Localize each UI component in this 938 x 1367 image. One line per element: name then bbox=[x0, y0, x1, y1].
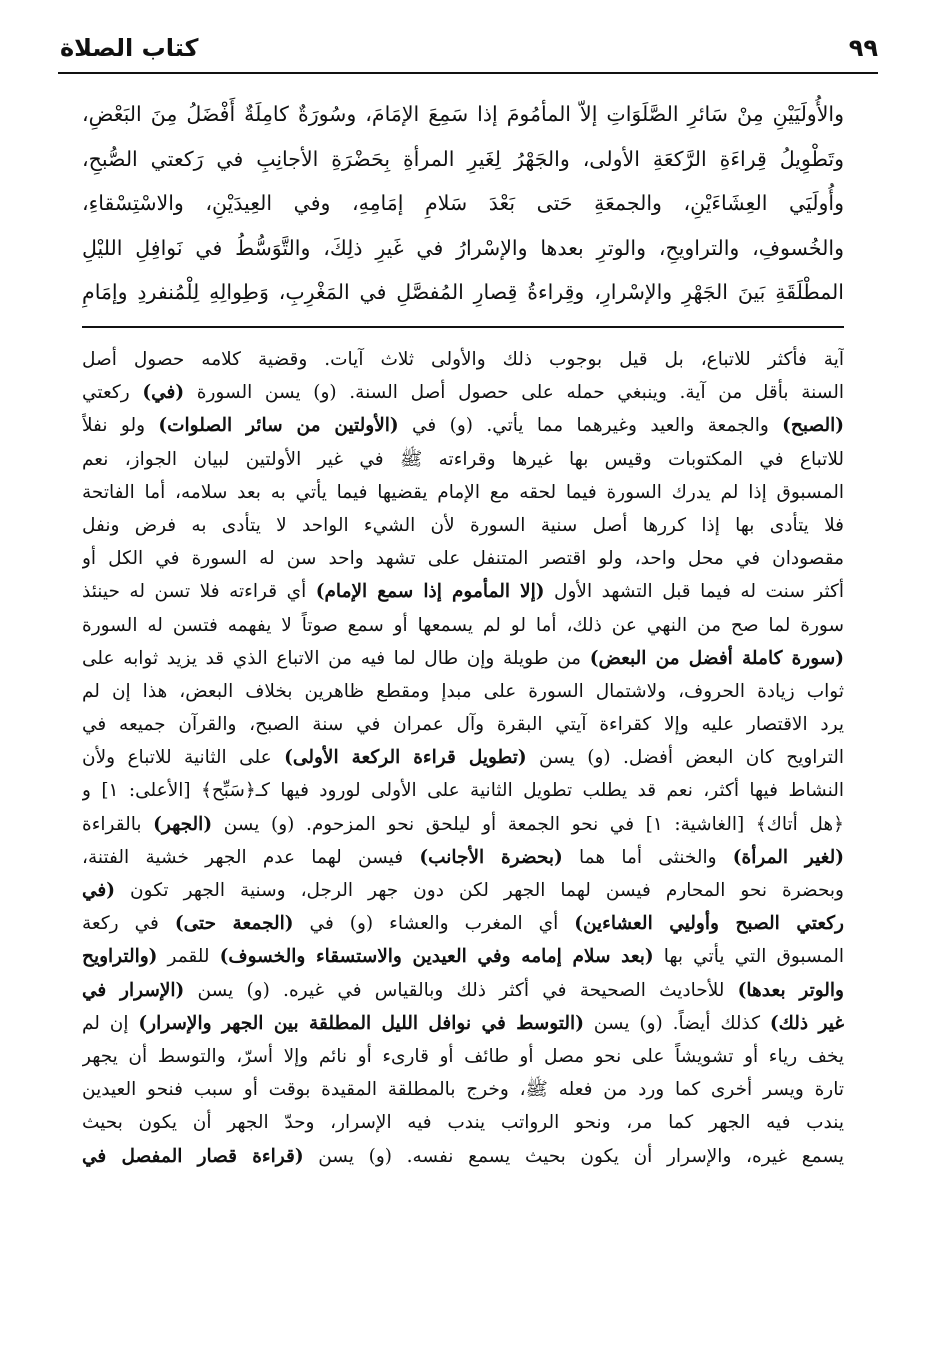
quoted-matn-bold: (التوسط في نوافل الليل المطلقة بين الجهر والإسرار) bbox=[138, 1012, 584, 1034]
commentary-text: مقصودان في محل واحد، ولو اقتصر المتنفل على تشهد واحد سن له السورة في الكل أو bbox=[82, 548, 844, 570]
commentary-text: أكثر سنت له فيما قبل التشهد الأول bbox=[544, 581, 844, 603]
quoted-matn-bold: (سورة كاملة أفضل من البعض) bbox=[589, 647, 844, 669]
commentary-text: وبحضرة نحو المحارم فيسن لهما الجهر لكن دون جهر الرجل، وسنية الجهر تكون bbox=[115, 880, 844, 901]
commentary-text: كذلك أيضاً. (و) يسن bbox=[583, 1012, 770, 1034]
commentary-text: المسبوق التي يأتي بها bbox=[653, 946, 844, 968]
commentary-line bbox=[82, 741, 844, 774]
commentary-text: إن لم bbox=[82, 1012, 139, 1034]
commentary-text: على الثانية للاتباع ولأن bbox=[82, 747, 285, 769]
matn-line: وتَطْوِيلُ قِراءَةِ الرَّكعَةِ الأولى، والجَهْرُ لِغَيرِ المرأةِ بِحَضْرَةِ الأجانِبِ في رَكعتي الصُّبحِ، bbox=[82, 146, 844, 171]
commentary-line bbox=[82, 343, 844, 376]
commentary-line bbox=[82, 409, 844, 442]
commentary-text-block bbox=[82, 343, 844, 1173]
quoted-matn-bold: (بعد سلام إمامه وفي العيدين والاستسقاء والخسوف) bbox=[219, 946, 654, 968]
page-number: ٩٩ bbox=[848, 34, 878, 62]
commentary-text: السنة بأقل من آية. وينبغي حمله على حصول أصل السنة. (و) يسن السورة bbox=[184, 382, 844, 404]
commentary-text: ركعتي bbox=[82, 382, 143, 404]
commentary-text: ولو نفلاً bbox=[82, 415, 159, 437]
commentary-text: أي المغرب والعشاء (و) في bbox=[293, 913, 575, 935]
quoted-matn-bold: (بحضرة الأجانب) bbox=[419, 846, 563, 868]
quoted-matn-bold: (قراءة قصار المفصل في bbox=[82, 1145, 304, 1167]
commentary-text: والخنثى أما هما bbox=[562, 846, 733, 868]
quoted-matn-bold: (في) bbox=[142, 382, 185, 404]
quoted-matn-bold: (الإسرار في bbox=[82, 979, 185, 1001]
quoted-matn-bold: (والتراويح bbox=[82, 946, 158, 968]
quoted-matn-bold: (الصبح) bbox=[782, 415, 844, 437]
commentary-line bbox=[82, 609, 844, 642]
commentary-line bbox=[82, 874, 844, 907]
matn-text-block bbox=[82, 92, 844, 315]
commentary-line bbox=[82, 808, 844, 841]
commentary-text: ثواب زيادة الحروف، ولاشتمال السورة على مبدإ ومقطع ظاهرين بخلاف البعض، هذا إن لم bbox=[82, 680, 844, 702]
commentary-line bbox=[82, 675, 844, 708]
commentary-line bbox=[82, 774, 844, 807]
commentary-line bbox=[82, 974, 844, 1007]
commentary-text: يخف رياء أو تشويشاً على نحو مصل أو طائف أو قارىء أو نائم وإلا أسرّ، والتوسط أن يجهر bbox=[82, 1045, 844, 1067]
commentary-line bbox=[82, 1106, 844, 1139]
commentary-line bbox=[82, 1007, 844, 1040]
page-header bbox=[60, 28, 878, 68]
commentary-line bbox=[82, 542, 844, 575]
commentary-text: يسمع غيره، والإسرار أن يكون بحيث يسمع نفسه. (و) يسن bbox=[303, 1145, 844, 1167]
commentary-line bbox=[82, 1140, 844, 1173]
commentary-text: فلا يتأدى بها إذا كررها أصل سنية السورة لأن الشيء الواحد لا يتأدى به فرض ونفل bbox=[82, 514, 844, 536]
quoted-matn-bold: (الجهر) bbox=[153, 813, 213, 835]
quoted-matn-bold: غير ذلك) bbox=[769, 1012, 844, 1034]
commentary-line bbox=[82, 575, 844, 608]
commentary-text: أي قراءته فلا تسن له حينئذ bbox=[82, 581, 316, 603]
commentary-text: يرد الاقتصار عليه وإلا كقراءة آيتي البقرة وآل عمران في سنة الصبح، والقرآن جميعه في bbox=[82, 714, 844, 736]
commentary-text: التراويح كان البعض أفضل. (و) يسن bbox=[526, 747, 844, 769]
commentary-line bbox=[82, 1040, 844, 1073]
commentary-line bbox=[82, 376, 844, 409]
commentary-text: في ركعة bbox=[82, 913, 175, 935]
matn-line: المطْلَقَةِ بَينَ الجَهْرِ والإسْرارِ، وقِراءةُ قِصارِ المُفصَّلِ في المَغْرِبِ، وَطِوالِهِ لِلْمُنفردِ وإمَامِ bbox=[82, 280, 844, 305]
commentary-text: يندب فيه الجهر كما مر، ونحو الرواتب يندب فيه الإسرار، وحدّ الجهر أن يكون بحيث bbox=[82, 1112, 844, 1134]
commentary-text: من طويلة وإن طال لما فيه من الاتباع الذي قد يزيد ثوابه على bbox=[82, 647, 590, 669]
commentary-text: للاتباع في المكتوبات وقيس بها غيرها وقراءته ﷺ في غير الأولتين لبيان الجواز، نعم bbox=[82, 448, 844, 470]
quoted-matn-bold: (إلا المأموم إذا سمع الإمام) bbox=[315, 581, 545, 603]
section-divider bbox=[82, 326, 844, 328]
commentary-line bbox=[82, 940, 844, 973]
commentary-text: سورة لما صح من النهي عن ذلك، أما لو لم يسمعها أو سمع صوتاً لا يفهمه فتسن له السورة bbox=[82, 614, 844, 636]
matn-line: والأُولَيَيْنِ مِنْ سَائرِ الصَّلَوَاتِ إلاّ المأمُومَ إذا سَمِعَ الإمَامَ، وسُورَةٌ كامِلَةٌ أَفْضَلُ مِنَ البَعْضِ، bbox=[82, 102, 844, 126]
commentary-text: والجمعة والعيد وغيرهما مما يأتي. (و) في bbox=[398, 415, 783, 437]
commentary-line bbox=[82, 642, 844, 675]
quoted-matn-bold: والوتر بعدها) bbox=[737, 979, 844, 1001]
quoted-matn-bold: (لغير المرأة) bbox=[732, 846, 844, 868]
matn-line: وأُولَيَي العِشَاءَيْنِ، والجمعَةِ حَتى بَعْدَ سَلامِ إمَامِهِ، وفي العِيدَيْنِ، والاسْتِسْقاءِ، bbox=[82, 191, 844, 216]
commentary-line bbox=[82, 509, 844, 542]
commentary-line bbox=[82, 907, 844, 940]
quoted-matn-bold: ركعتي الصبح وأوليي العشاءين) bbox=[574, 913, 844, 935]
commentary-line bbox=[82, 841, 844, 874]
commentary-text: المسبوق إذا لم يدرك السورة فيما لحقه مع الإمام يقضيها فيما يأتي به بعد سلامه، أما الفاتحة bbox=[82, 481, 844, 503]
commentary-text: للأحاديث الصحيحة في أكثر ذلك وبالقياس في غيره. (و) يسن bbox=[184, 979, 738, 1001]
commentary-text: النشاط فيها أكثر، نعم قد يطلب تطويل الثانية على الأولى لورود فيها كـ﴿سَبِّح﴾ [الأعلى: ١] و bbox=[82, 780, 844, 802]
commentary-text: آية فأكثر للاتباع، بل قيل بوجوب ذلك والأولى ثلاث آيات. وقضية كلامه حصول أصل bbox=[82, 349, 844, 370]
quoted-matn-bold: (الأولتين من سائر الصلوات) bbox=[158, 415, 399, 437]
quoted-matn-bold: (في bbox=[82, 880, 116, 901]
commentary-text: للقمر bbox=[157, 946, 220, 968]
commentary-text: تارة ويسر أخرى كما ورد من فعله ﷺ، وخرج بالمطلقة المقيدة بوقت أو سبب فنحو العيدين bbox=[82, 1079, 844, 1101]
quoted-matn-bold: (الجمعة حتى) bbox=[174, 913, 294, 935]
commentary-line bbox=[82, 443, 844, 476]
commentary-line bbox=[82, 708, 844, 741]
commentary-text: ﴿هل أتاك﴾ [الغاشية: ١] في نحو الجمعة أو ليلحق نحو المزحوم. (و) يسن bbox=[212, 813, 844, 835]
commentary-text: فيسن لهما عدم الجهر خشية الفتنة، bbox=[82, 846, 420, 868]
commentary-text: بالقراءة bbox=[82, 813, 154, 835]
commentary-line bbox=[82, 1073, 844, 1106]
running-title: كتاب الصلاة bbox=[60, 34, 199, 62]
quoted-matn-bold: (تطويل قراءة الركعة الأولى) bbox=[284, 747, 527, 769]
matn-line: والخُسوفِ، والتراويحِ، والوترِ بعدها والإسْرارُ في غَيرِ ذلِكَ، والتَّوَسُّطُ في نَوافِلِ الليْلِ bbox=[82, 235, 844, 260]
commentary-line bbox=[82, 476, 844, 509]
header-rule bbox=[58, 72, 878, 74]
